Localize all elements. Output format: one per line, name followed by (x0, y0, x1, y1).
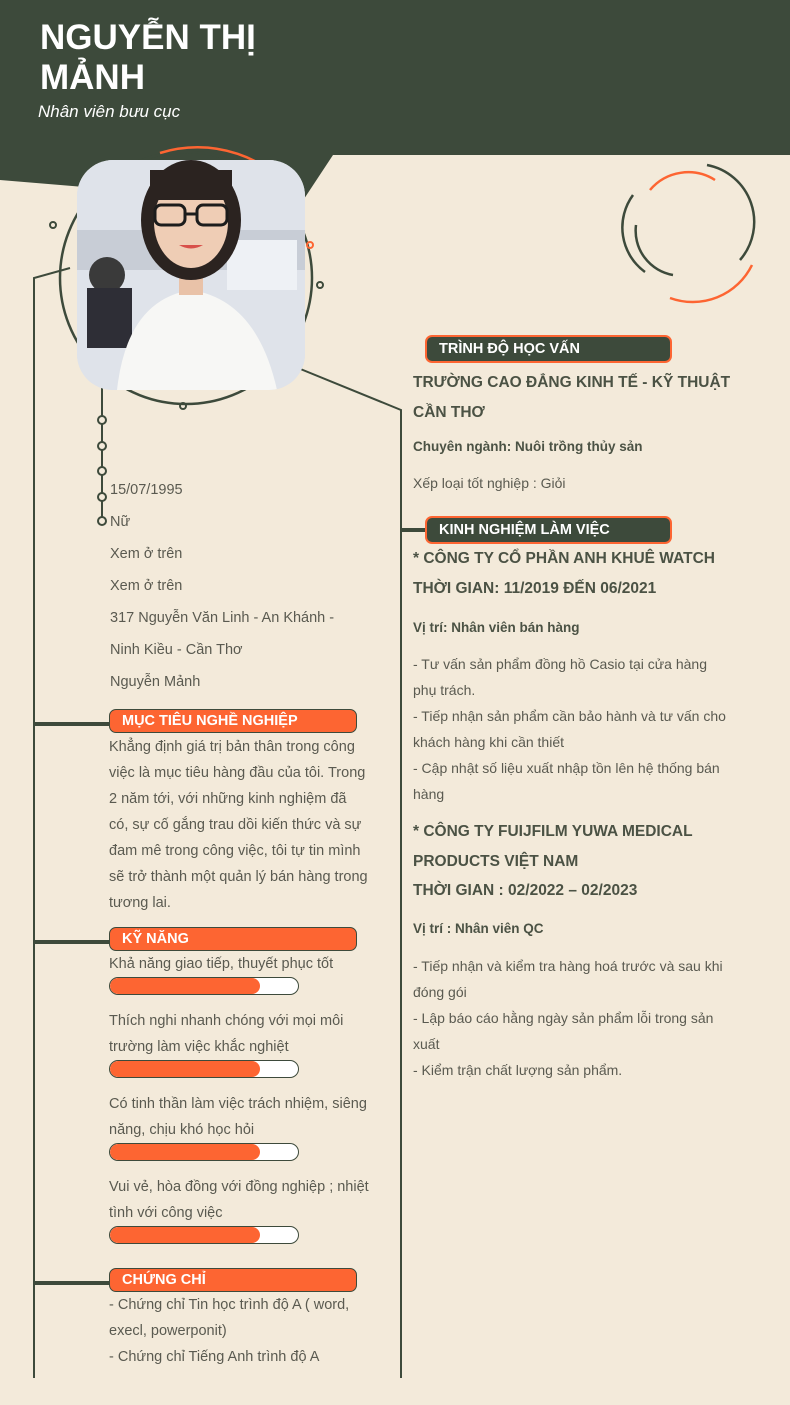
skill-label: Có tinh thần làm việc trách nhiệm, siêng năng, chịu khó học hỏi (109, 1096, 367, 1138)
job-time: THỜI GIAN : 02/2022 – 02/2023 (413, 882, 638, 899)
skill-bar-fill (110, 1061, 260, 1077)
job-duty: - Lập báo cáo hằng ngày sản phẩm lỗi trong sản xuất (413, 1010, 714, 1052)
facebook: Nguyễn Mảnh (110, 674, 201, 690)
experience-heading: KINH NGHIỆM LÀM VIỆC (425, 516, 672, 544)
skill-bar-fill (110, 1144, 260, 1160)
address-line1: 317 Nguyễn Văn Linh - An Khánh - (110, 610, 335, 626)
certificates-heading: CHỨNG CHỈ (109, 1268, 357, 1292)
profile-photo (77, 160, 305, 390)
grade: Xếp loại tốt nghiệp : Giỏi (413, 475, 566, 491)
certificate-item: - Chứng chỉ Tiếng Anh trình độ A (109, 1349, 320, 1365)
job-duty: - Tư vấn sản phẩm đồng hồ Casio tại cửa hàng phụ trách. (413, 656, 707, 698)
skill-label: Khả năng giao tiếp, thuyết phục tốt (109, 956, 334, 972)
phone: Xem ở trên (110, 546, 183, 562)
address-line2: Ninh Kiều - Cần Thơ (110, 642, 243, 658)
objective-text: Khẳng định giá trị bản thân trong công việc là mục tiêu hàng đầu của tôi. Trong 2 năm tới, với những kinh nghiệm đã có, sự cố gắng trau dồi kiến thức và sự đam mê trong công việc, tôi tự tin mình sẽ trở thành một quản lý bán hàng trong tương lai. (109, 739, 368, 911)
certificate-item: - Chứng chỉ Tin học trình độ A ( word, execl, powerponit) (109, 1297, 350, 1339)
skill-bar (109, 1060, 299, 1078)
company-name: * CÔNG TY FUIJFILM YUWA MEDICAL PRODUCTS VIỆT NAM (413, 823, 693, 870)
skill-label: Vui vẻ, hòa đồng với đồng nghiệp ; nhiệt tình với công việc (109, 1179, 369, 1221)
job-time: THỜI GIAN: 11/2019 ĐẾN 06/2021 (413, 580, 657, 597)
job-duty: - Tiếp nhận sản phẩm cần bảo hành và tư vấn cho khách hàng khi cần thiết (413, 708, 726, 750)
skill-bar (109, 977, 299, 995)
skill-bar (109, 1226, 299, 1244)
job-title: Nhân viên bưu cục (38, 102, 181, 121)
gender: Nữ (110, 514, 131, 530)
school-name: TRƯỜNG CAO ĐẲNG KINH TẾ - KỸ THUẬT CẦN THƠ (413, 374, 731, 421)
birthdate: 15/07/1995 (110, 482, 183, 498)
candidate-name: NGUYỄN THỊ MẢNH (40, 18, 256, 97)
job-position: Vị trí : Nhân viên QC (413, 921, 544, 936)
job-duty: - Kiểm trận chất lượng sản phẩm. (413, 1062, 623, 1078)
education-heading: TRÌNH ĐỘ HỌC VẤN (425, 335, 672, 363)
major: Chuyên ngành: Nuôi trồng thủy sản (413, 439, 643, 454)
email: Xem ở trên (110, 578, 183, 594)
job-position: Vị trí: Nhân viên bán hàng (413, 620, 580, 635)
skill-bar-fill (110, 978, 260, 994)
skill-bar (109, 1143, 299, 1161)
skills-heading: KỸ NĂNG (109, 927, 357, 951)
job-duty: - Tiếp nhận và kiểm tra hàng hoá trước và sau khi đóng gói (413, 958, 723, 1000)
objective-heading: MỤC TIÊU NGHỀ NGHIỆP (109, 709, 357, 733)
skill-bar-fill (110, 1227, 260, 1243)
company-name: * CÔNG TY CỔ PHẦN ANH KHUÊ WATCH (413, 550, 715, 567)
skill-label: Thích nghi nhanh chóng với mọi môi trường làm việc khắc nghiệt (109, 1013, 344, 1055)
job-duty: - Cập nhật số liệu xuất nhập tồn lên hệ thống bán hàng (413, 760, 720, 802)
